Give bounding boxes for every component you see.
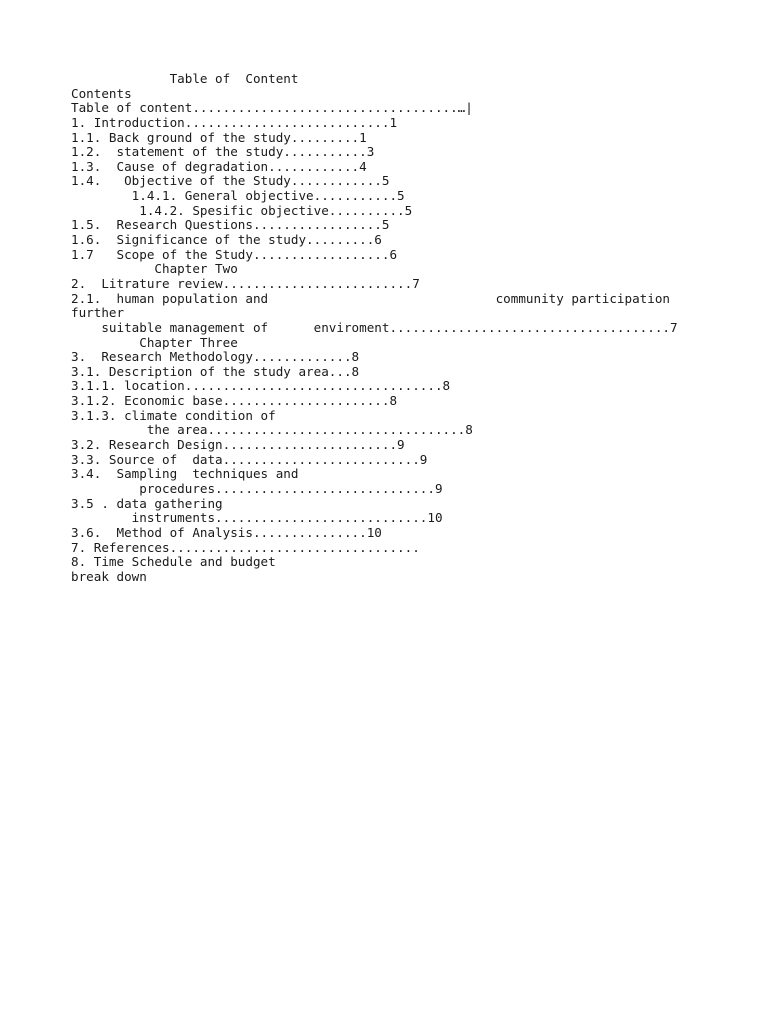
toc-line: 3.1. Description of the study area...8 xyxy=(71,363,360,379)
toc-line: 8. Time Schedule and budget xyxy=(71,554,276,570)
toc-line: 1.6. Significance of the study.........6 xyxy=(71,232,382,248)
toc-line: 2. Litrature review.........................7 xyxy=(71,275,420,291)
toc-line: 3.2. Research Design.......................9 xyxy=(71,437,405,453)
toc-line: instruments............................10 xyxy=(71,510,443,526)
toc-line: 3. Research Methodology.............8 xyxy=(71,349,360,365)
toc-line: 1.4. Objective of the Study............5 xyxy=(71,173,390,189)
toc-line: the area..................................8 xyxy=(71,422,473,438)
toc-line: 3.1.2. Economic base......................8 xyxy=(71,393,398,409)
toc-line: further xyxy=(71,305,125,321)
toc-line: break down xyxy=(71,568,147,584)
toc-line: 1.4.1. General objective...........5 xyxy=(71,188,405,204)
toc-line: 1.3. Cause of degradation............4 xyxy=(71,158,367,174)
toc-line: 1.5. Research Questions.................5 xyxy=(71,217,390,233)
toc-line: Chapter Two xyxy=(71,261,238,277)
toc-line: 7. References................................. xyxy=(71,539,420,555)
toc-line: 3.1.3. climate condition of xyxy=(71,407,276,423)
toc-line: Table of content...................................…| xyxy=(71,100,473,116)
toc-line: Chapter Three xyxy=(71,334,238,350)
toc-line: 3.6. Method of Analysis...............10 xyxy=(71,524,382,540)
toc-line: Table of Content xyxy=(71,71,299,86)
toc-line: 1.7 Scope of the Study..................6 xyxy=(71,246,398,262)
toc-line: procedures.............................9 xyxy=(71,480,443,496)
toc-line: 3.4. Sampling techniques and xyxy=(71,466,299,482)
toc-line: 1. Introduction...........................1 xyxy=(71,114,398,130)
toc-line: 2.1. human population and community participation xyxy=(71,290,670,306)
toc-line: suitable management of enviroment.....................................7 xyxy=(71,319,678,335)
toc-line: 1.4.2. Spesific objective..........5 xyxy=(71,202,413,218)
toc-line: Contents xyxy=(71,85,132,101)
toc-line: 1.1. Back ground of the study.........1 xyxy=(71,129,367,145)
toc-line: 3.5 . data gathering xyxy=(71,495,223,511)
toc-line: 3.3. Source of data..........................9 xyxy=(71,451,428,467)
toc-line: 3.1.1. location..................................8 xyxy=(71,378,451,394)
table-of-contents xyxy=(71,72,711,584)
toc-line: 1.2. statement of the study...........3 xyxy=(71,144,375,160)
